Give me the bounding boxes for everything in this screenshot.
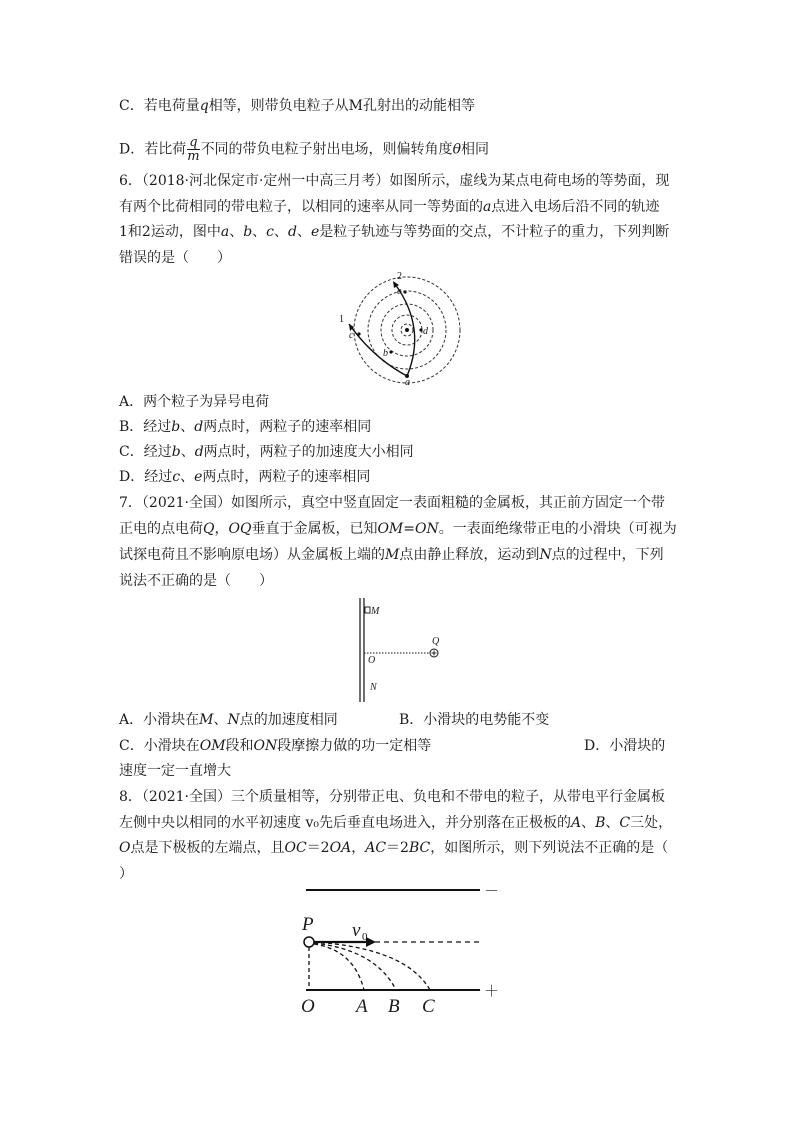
- label-q: Q: [432, 636, 440, 647]
- q7-option-c: C．小滑块在OM段和ON段摩擦力做的功一定相等: [119, 738, 432, 754]
- trajectory-to-a: [314, 944, 364, 990]
- label-e: e: [397, 286, 402, 297]
- track-2-label: 2: [397, 271, 402, 282]
- q7-stem-line4: 说法不正确的是（ ）: [119, 573, 273, 589]
- label-a: A: [356, 996, 368, 1016]
- label-c: c: [349, 330, 354, 341]
- label-v0-subscript: 0: [362, 931, 368, 943]
- slider-block: [365, 607, 370, 613]
- q7-option-d-part2: 速度一定一直增大: [119, 763, 231, 779]
- q6-option-a: A．两个粒子为异号电荷: [119, 394, 270, 410]
- charge-mass-fraction: $\frac{q}{m}$: [187, 135, 200, 164]
- trajectory-to-c: [314, 942, 430, 990]
- label-d: d: [423, 326, 428, 337]
- label-m: M: [371, 606, 380, 617]
- q6-option-c: C．经过b、d两点时，两粒子的加速度大小相同: [119, 444, 414, 460]
- q7-option-a: A．小滑块在M、N点的加速度相同: [119, 712, 338, 728]
- point-c-dot: [357, 332, 360, 335]
- track-1-label: 1: [339, 314, 344, 325]
- q7-stem-line2: 正电的点电荷Q，OQ垂直于金属板，已知OM=ON。一表面绝缘带正电的小滑块（可视为: [119, 521, 677, 537]
- label-o: O: [301, 996, 315, 1016]
- label-v0: v: [352, 920, 361, 941]
- label-n: N: [370, 682, 377, 693]
- q7-stem-line1: 7．（2021·全国）如图所示，真空中竖直固定一表面粗糙的金属板，其正前方固定一个带: [119, 495, 665, 511]
- q6-stem-line4: 错误的是（ ）: [119, 250, 231, 266]
- q8-stem-line3: O点是下极板的左端点，且OC＝2OA，AC＝2BC，如图所示，则下列说法不正确的是（: [119, 840, 669, 856]
- label-b: b: [383, 348, 388, 359]
- trajectory-to-b: [314, 943, 396, 990]
- q7-option-d-part1: D．小滑块的: [584, 738, 666, 754]
- q8-stem-line2: 左侧中央以相同的水平初速度 v₀先后垂直电场进入，并分别落在正极板的A、B、C三处，: [119, 815, 673, 831]
- q6-equipotential-figure: [335, 268, 465, 386]
- particle-p: [304, 937, 314, 947]
- point-charge-dot: [405, 328, 409, 332]
- q6-stem-line3: 1和2运动，图中a、b、c、d、e是粒子轨迹与等势面的交点，不计粒子的重力，下列判断: [119, 224, 670, 240]
- q7-stem-line3: 试探电荷且不影响原电场）从金属板上端的M点由静止释放，运动到N点的过程中，下列: [119, 547, 664, 563]
- q8-stem-line4: ）: [119, 866, 133, 882]
- q6-option-d: D．经过c、e两点时，两粒子的速率相同: [119, 469, 371, 485]
- q6-stem-line2: 有两个比荷相同的带电粒子，以相同的速率从同一等势面的a点进入电场后沿不同的轨迹: [119, 199, 660, 215]
- plus-sign: ＋: [484, 984, 500, 1000]
- q8-parallel-plates-figure: [296, 880, 516, 1016]
- point-e-dot: [403, 290, 406, 293]
- q5-option-c: C．若电荷量q相等，则带负电粒子从M孔射出的动能相等: [119, 98, 476, 114]
- q7-metal-plate-figure: [356, 598, 446, 704]
- label-p: P: [302, 914, 314, 935]
- q8-stem-line1: 8．（2021·全国）三个质量相等，分别带正电、负电和不带电的粒子，从带电平行金属板: [119, 789, 665, 805]
- velocity-arrow-head: [366, 937, 376, 947]
- label-b: B: [388, 996, 400, 1016]
- label-o: O: [368, 655, 376, 666]
- trajectory-2: [395, 284, 415, 376]
- q5-option-d: D．若比荷 $\frac{q}{m}$ 不同的带负电粒子射出电场，则偏转角度θ相同: [119, 135, 489, 164]
- q6-stem-line1: 6．（2018·河北保定市·定州一中高三月考）如图所示，虚线为某点电荷电场的等势面，现: [119, 173, 670, 189]
- label-a: a: [405, 377, 410, 386]
- q6-option-b: B．经过b、d两点时，两粒子的速率相同: [119, 419, 372, 435]
- label-c: C: [422, 996, 435, 1016]
- point-b-dot: [389, 350, 392, 353]
- minus-sign: －: [484, 884, 500, 900]
- q7-option-b: B．小滑块的电势能不变: [399, 712, 550, 728]
